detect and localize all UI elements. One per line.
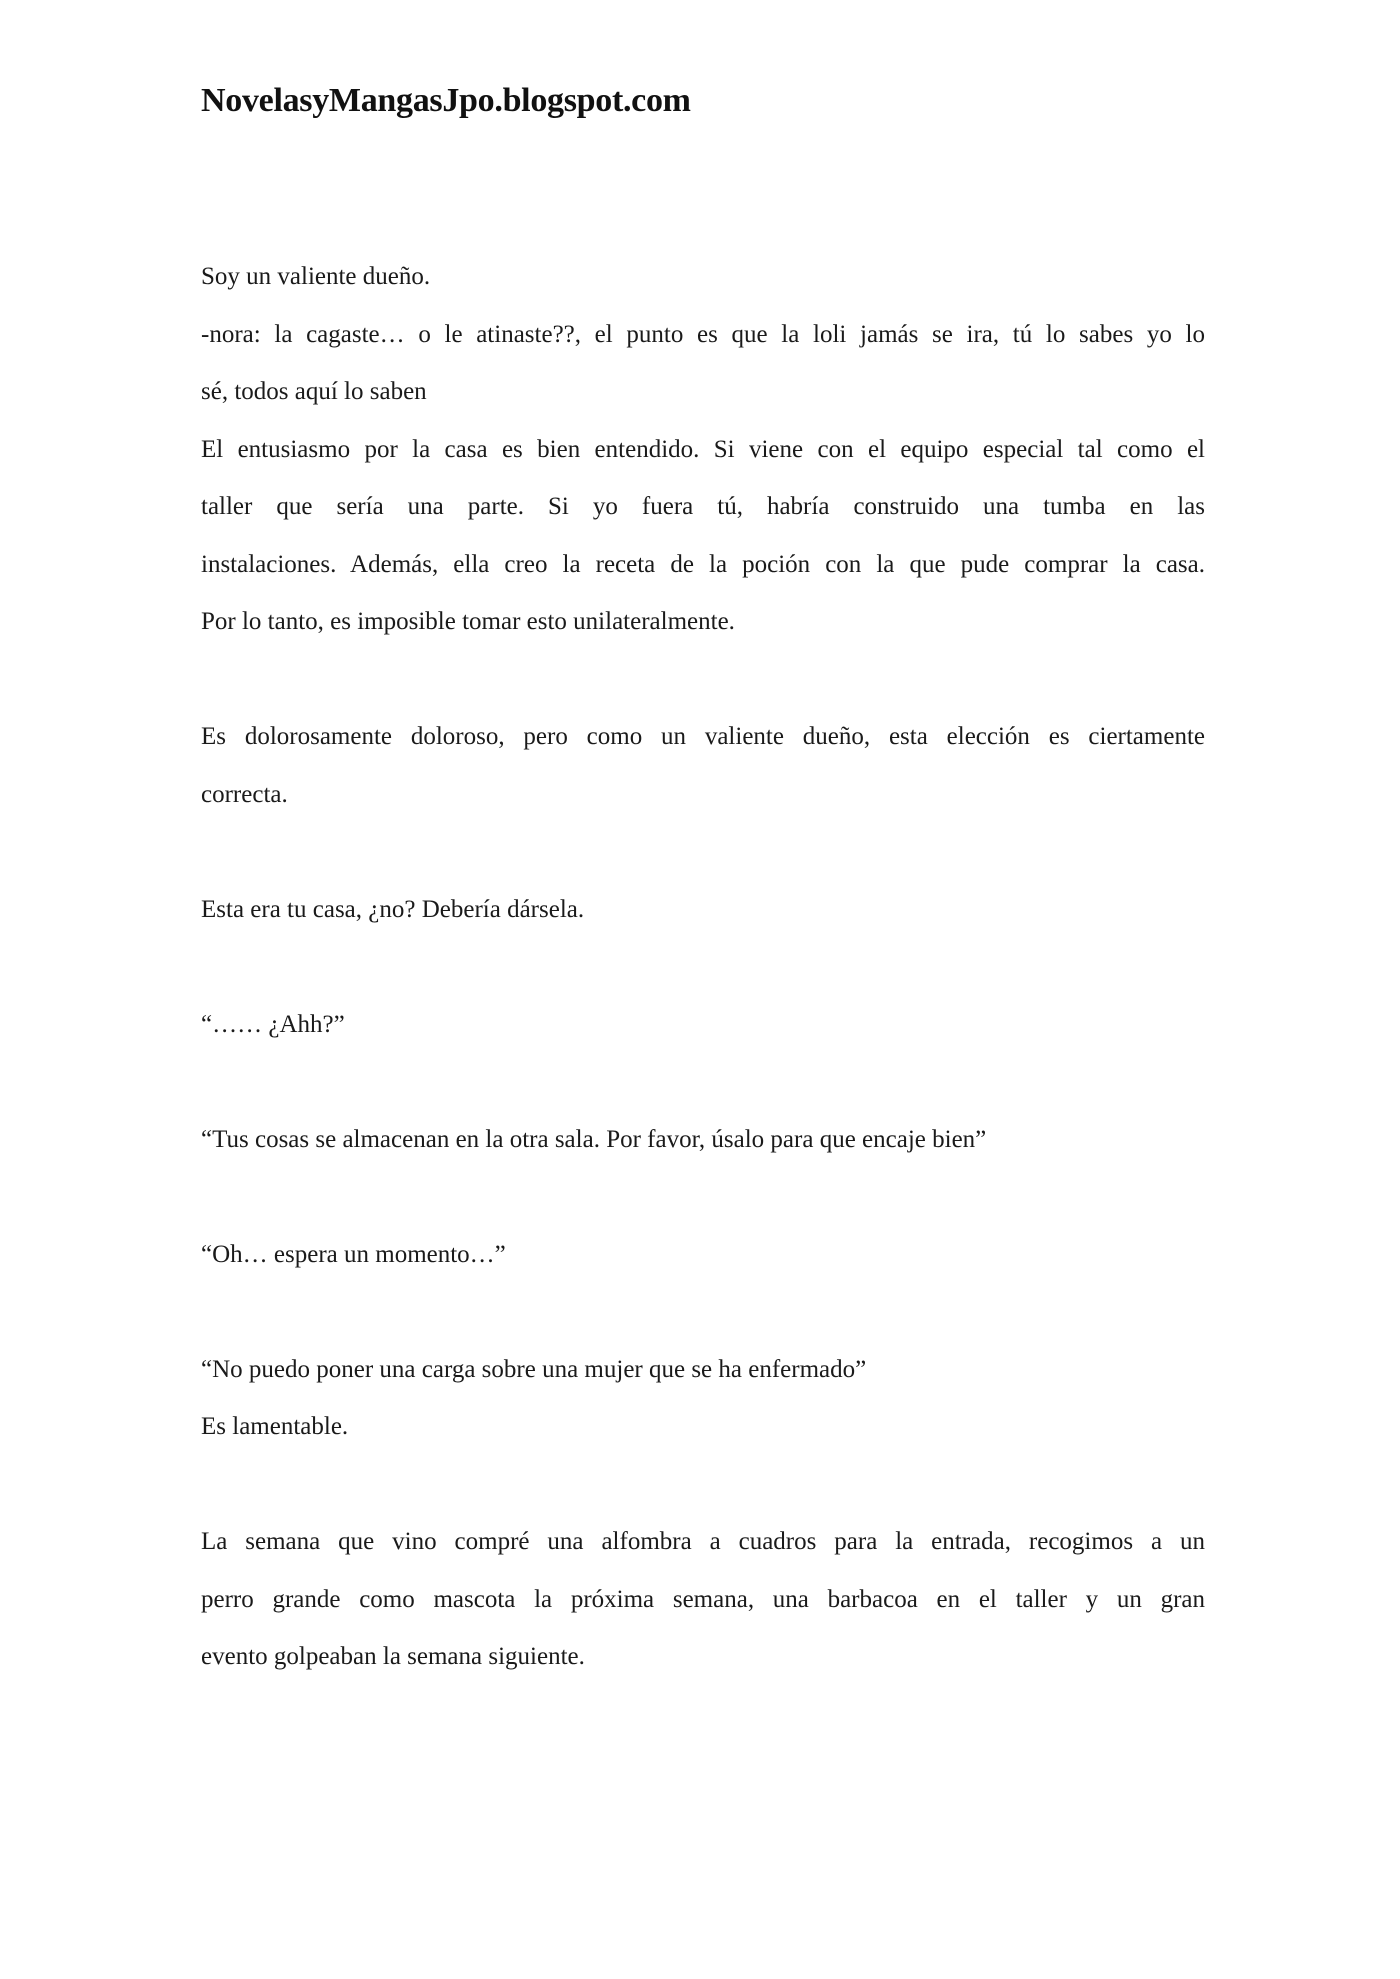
text-line: Soy un valiente dueño.	[201, 263, 431, 290]
site-header: NovelasyMangasJpo.blogspot.com	[201, 82, 691, 119]
paragraph-gap	[201, 651, 1205, 709]
text-line: sé, todos aquí lo saben	[201, 378, 427, 405]
text-line: Es lamentable.	[201, 1413, 349, 1440]
text-line: -nora: la cagaste… o le atinaste??, el punto es que la loli jamás se ira, tú lo sabes yo lo	[201, 320, 1205, 348]
text-line: Es dolorosamente doloroso, pero como un valiente dueño, esta elección es ciertamente	[201, 723, 1205, 750]
paragraph-gap	[201, 1168, 1205, 1226]
text-line: evento golpeaban la semana siguiente.	[201, 1643, 585, 1670]
text-line: “No puedo poner una carga sobre una mujer que se ha enfermado”	[201, 1355, 867, 1383]
text-line: La semana que vino compré una alfombra a cuadros para la entrada, recogimos a un	[201, 1528, 1205, 1555]
text-line: taller que sería una parte. Si yo fuera tú, habría construido una tumba en las	[201, 493, 1205, 520]
text-line: correcta.	[201, 780, 288, 808]
text-line: Por lo tanto, es imposible tomar esto unilateralmente.	[201, 608, 735, 635]
document-body	[201, 248, 1205, 1686]
paragraph-gap	[201, 1456, 1205, 1514]
text-line: instalaciones. Además, ella creo la receta de la poción con la que pude comprar la casa.	[201, 550, 1205, 578]
text-line: “Tus cosas se almacenan en la otra sala. Por favor, úsalo para que encaje bien”	[201, 1125, 987, 1153]
text-line: perro grande como mascota la próxima semana, una barbacoa en el taller y un gran	[201, 1585, 1205, 1613]
text-line: Esta era tu casa, ¿no? Debería dársela.	[201, 895, 585, 923]
paragraph-gap	[201, 1283, 1205, 1341]
paragraph-gap	[201, 823, 1205, 881]
paragraph-gap	[201, 938, 1205, 996]
text-line: “Oh… espera un momento…”	[201, 1240, 506, 1268]
text-line: El entusiasmo por la casa es bien entendido. Si viene con el equipo especial tal como el	[201, 435, 1205, 463]
text-line: “…… ¿Ahh?”	[201, 1010, 345, 1038]
paragraph-gap	[201, 1053, 1205, 1111]
